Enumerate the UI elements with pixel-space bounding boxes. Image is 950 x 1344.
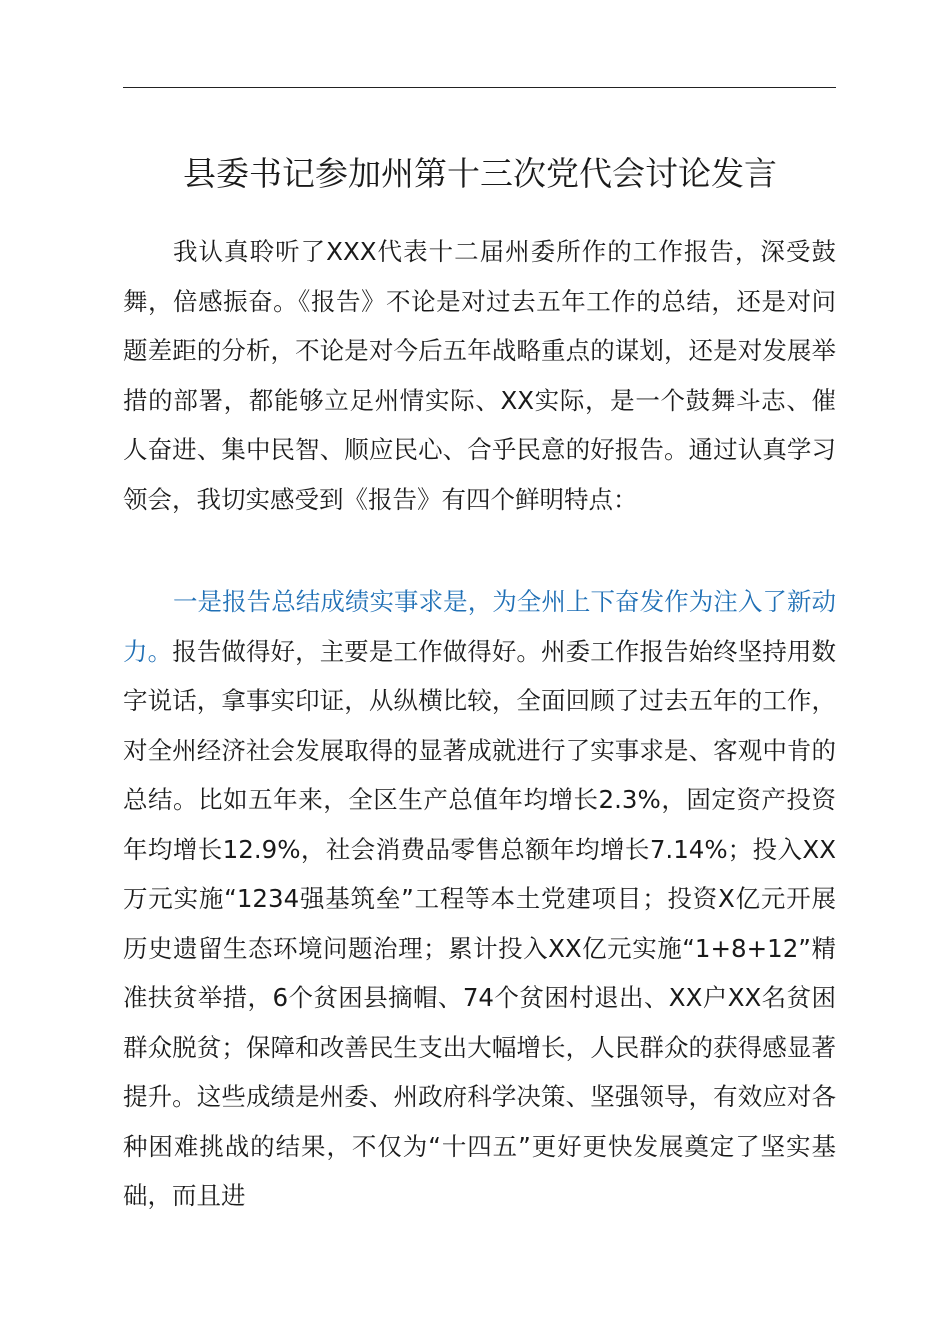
paragraph-2-highlight: 一是报告总结成绩实事求是，为全州上下奋发作为注入了新动力。: [123, 587, 836, 666]
paragraph-2-body: 报告做得好，主要是工作做得好。州委工作报告始终坚持用数字说话，拿事实印证，从纵横比较，全面回顾了过去五年的工作，对全州经济社会发展取得的显著成就进行了实事求是、客观中肯的总结。比如五年来，全区生产总值年均增长2.3%，固定资产投资年均增长12.9%，社会消费品零售总额年均增长7.14%；投入XX万元实施“1234强基筑垒”工程等本土党建项目；投资X亿元开展历史遗留生态环境问题治理；累计投入XX亿元实施“1+8+12”精准扶贫举措，6个贫困县摘帽、74个贫困村退出、XX户XX名贫困群众脱贫；保障和改善民生支出大幅增长，人民群众的获得感显著提升。这些成绩是州委、州政府科学决策、坚强领导，有效应对各种困难挑战的结果，不仅为“十四五”更好更快发展奠定了坚实基础，而且进: [123, 636, 837, 1210]
header-rule: [123, 87, 836, 88]
paragraph-2: [123, 577, 836, 1221]
document-title: 县委书记参加州第十三次党代会讨论发言: [183, 154, 777, 193]
paragraph-1: 我认真聆听了XXX代表十二届州委所作的工作报告，深受鼓舞，倍感振奋。《报告》不论是对过去五年工作的总结，还是对问题差距的分析，不论是对今后五年战略重点的谋划，还是对发展举措的部署，都能够立足州情实际、XX实际，是一个鼓舞斗志、催人奋进、集中民智、顺应民心、合乎民意的好报告。通过认真学习领会，我切实感受到《报告》有四个鲜明特点：: [123, 237, 836, 514]
